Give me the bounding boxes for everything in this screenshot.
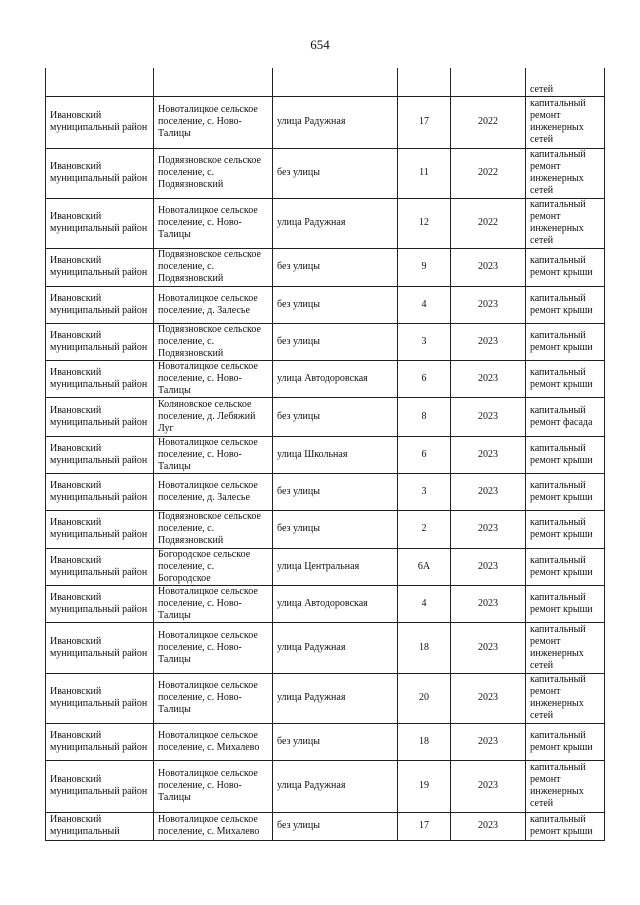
street-cell: улица Радужная: [273, 622, 398, 673]
table-row: [46, 473, 605, 510]
table-row: [46, 198, 605, 248]
year-cell: 2023: [451, 673, 526, 723]
street-cell: улица Радужная: [273, 96, 398, 148]
house-number-cell: 8: [398, 397, 451, 436]
work-type-cell: сетей: [526, 68, 605, 96]
street-cell: улица Центральная: [273, 548, 398, 585]
settlement-cell: Новоталицкое сельское поселение, с. Ново-Талицы: [154, 585, 273, 622]
settlement-cell: Подвязновское сельское поселение, с. Подвязновский: [154, 248, 273, 286]
table-row: [46, 723, 605, 760]
settlement-cell: Подвязновское сельское поселение, с. Подвязновский: [154, 148, 273, 198]
settlement-cell: Новоталицкое сельское поселение, с. Ново-Талицы: [154, 96, 273, 148]
year-cell: 2023: [451, 436, 526, 473]
year-cell: 2023: [451, 585, 526, 622]
table-row: [46, 585, 605, 622]
street-cell: без улицы: [273, 473, 398, 510]
year-cell: 2022: [451, 198, 526, 248]
street-cell: без улицы: [273, 812, 398, 840]
district-cell: [46, 68, 154, 96]
house-number-cell: 4: [398, 585, 451, 622]
settlement-cell: [154, 68, 273, 96]
house-number-cell: 20: [398, 673, 451, 723]
work-type-cell: капитальный ремонт инженерных сетей: [526, 96, 605, 148]
year-cell: 2023: [451, 360, 526, 397]
street-cell: без улицы: [273, 723, 398, 760]
district-cell: Ивановский муниципальный район: [46, 198, 154, 248]
district-cell: Ивановский муниципальный район: [46, 397, 154, 436]
street-cell: без улицы: [273, 323, 398, 360]
table-row: [46, 323, 605, 360]
street-cell: без улицы: [273, 148, 398, 198]
district-cell: Ивановский муниципальный район: [46, 248, 154, 286]
street-cell: улица Радужная: [273, 760, 398, 812]
settlement-cell: Новоталицкое сельское поселение, с. Ново-Талицы: [154, 760, 273, 812]
work-type-cell: капитальный ремонт крыши: [526, 510, 605, 548]
settlement-cell: Новоталицкое сельское поселение, д. Залесье: [154, 473, 273, 510]
work-type-cell: капитальный ремонт инженерных сетей: [526, 760, 605, 812]
district-cell: Ивановский муниципальный район: [46, 436, 154, 473]
work-type-cell: капитальный ремонт крыши: [526, 436, 605, 473]
house-number-cell: 3: [398, 323, 451, 360]
year-cell: 2023: [451, 622, 526, 673]
settlement-cell: Новоталицкое сельское поселение, с. Ново-Талицы: [154, 360, 273, 397]
work-type-cell: капитальный ремонт крыши: [526, 248, 605, 286]
work-type-cell: капитальный ремонт фасада: [526, 397, 605, 436]
district-cell: Ивановский муниципальный район: [46, 323, 154, 360]
house-number-cell: 4: [398, 286, 451, 323]
year-cell: 2023: [451, 723, 526, 760]
table-row: [46, 510, 605, 548]
table-row: [46, 548, 605, 585]
district-cell: Ивановский муниципальный район: [46, 673, 154, 723]
table-row: [46, 436, 605, 473]
settlement-cell: Богородское сельское поселение, с. Богородское: [154, 548, 273, 585]
work-type-cell: капитальный ремонт крыши: [526, 286, 605, 323]
work-type-cell: капитальный ремонт инженерных сетей: [526, 198, 605, 248]
street-cell: [273, 68, 398, 96]
work-type-cell: капитальный ремонт крыши: [526, 360, 605, 397]
district-cell: Ивановский муниципальный район: [46, 96, 154, 148]
work-type-cell: капитальный ремонт инженерных сетей: [526, 622, 605, 673]
year-cell: 2023: [451, 248, 526, 286]
district-cell: Ивановский муниципальный район: [46, 473, 154, 510]
page-number: 654: [310, 37, 330, 52]
year-cell: 2023: [451, 397, 526, 436]
year-cell: 2022: [451, 148, 526, 198]
district-cell: Ивановский муниципальный район: [46, 585, 154, 622]
year-cell: 2023: [451, 473, 526, 510]
settlement-cell: Подвязновское сельское поселение, с. Подвязновский: [154, 510, 273, 548]
table-row: [46, 148, 605, 198]
table-row: [46, 360, 605, 397]
year-cell: 2023: [451, 510, 526, 548]
street-cell: без улицы: [273, 248, 398, 286]
district-cell: Ивановский муниципальный: [46, 812, 154, 840]
housing-repair-table: [45, 68, 605, 841]
settlement-cell: Новоталицкое сельское поселение, д. Залесье: [154, 286, 273, 323]
street-cell: без улицы: [273, 397, 398, 436]
street-cell: улица Радужная: [273, 673, 398, 723]
district-cell: Ивановский муниципальный район: [46, 760, 154, 812]
table-row: [46, 397, 605, 436]
street-cell: улица Автодоровская: [273, 585, 398, 622]
work-type-cell: капитальный ремонт крыши: [526, 723, 605, 760]
district-cell: Ивановский муниципальный район: [46, 360, 154, 397]
street-cell: без улицы: [273, 286, 398, 323]
district-cell: Ивановский муниципальный район: [46, 548, 154, 585]
house-number-cell: 6: [398, 436, 451, 473]
work-type-cell: капитальный ремонт крыши: [526, 323, 605, 360]
settlement-cell: Новоталицкое сельское поселение, с. Ново-Талицы: [154, 198, 273, 248]
year-cell: 2023: [451, 548, 526, 585]
street-cell: улица Школьная: [273, 436, 398, 473]
district-cell: Ивановский муниципальный район: [46, 148, 154, 198]
year-cell: 2023: [451, 286, 526, 323]
year-cell: 2023: [451, 760, 526, 812]
table-row: [46, 248, 605, 286]
table-row: [46, 286, 605, 323]
settlement-cell: Подвязновское сельское поселение, с. Подвязновский: [154, 323, 273, 360]
house-number-cell: 19: [398, 760, 451, 812]
table-row: [46, 812, 605, 840]
house-number-cell: [398, 68, 451, 96]
house-number-cell: 11: [398, 148, 451, 198]
work-type-cell: капитальный ремонт крыши: [526, 473, 605, 510]
house-number-cell: 9: [398, 248, 451, 286]
district-cell: Ивановский муниципальный район: [46, 723, 154, 760]
house-number-cell: 18: [398, 622, 451, 673]
year-cell: 2023: [451, 812, 526, 840]
settlement-cell: Новоталицкое сельское поселение, с. Ново-Талицы: [154, 622, 273, 673]
table-row: [46, 96, 605, 148]
district-cell: Ивановский муниципальный район: [46, 510, 154, 548]
table-row: [46, 673, 605, 723]
settlement-cell: Новоталицкое сельское поселение, с. Михалево: [154, 723, 273, 760]
street-cell: улица Радужная: [273, 198, 398, 248]
year-cell: [451, 68, 526, 96]
house-number-cell: 6: [398, 360, 451, 397]
table-row: [46, 68, 605, 96]
district-cell: Ивановский муниципальный район: [46, 286, 154, 323]
settlement-cell: Новоталицкое сельское поселение, с. Михалево: [154, 812, 273, 840]
house-number-cell: 6А: [398, 548, 451, 585]
table-row: [46, 760, 605, 812]
year-cell: 2023: [451, 323, 526, 360]
work-type-cell: капитальный ремонт крыши: [526, 548, 605, 585]
street-cell: улица Автодоровская: [273, 360, 398, 397]
house-number-cell: 17: [398, 96, 451, 148]
settlement-cell: Новоталицкое сельское поселение, с. Ново-Талицы: [154, 673, 273, 723]
work-type-cell: капитальный ремонт крыши: [526, 812, 605, 840]
house-number-cell: 17: [398, 812, 451, 840]
work-type-cell: капитальный ремонт инженерных сетей: [526, 673, 605, 723]
year-cell: 2022: [451, 96, 526, 148]
house-number-cell: 3: [398, 473, 451, 510]
house-number-cell: 18: [398, 723, 451, 760]
table-row: [46, 622, 605, 673]
house-number-cell: 12: [398, 198, 451, 248]
work-type-cell: капитальный ремонт инженерных сетей: [526, 148, 605, 198]
work-type-cell: капитальный ремонт крыши: [526, 585, 605, 622]
district-cell: Ивановский муниципальный район: [46, 622, 154, 673]
settlement-cell: Коляновское сельское поселение, д. Лебяжий Луг: [154, 397, 273, 436]
settlement-cell: Новоталицкое сельское поселение, с. Ново-Талицы: [154, 436, 273, 473]
street-cell: без улицы: [273, 510, 398, 548]
house-number-cell: 2: [398, 510, 451, 548]
